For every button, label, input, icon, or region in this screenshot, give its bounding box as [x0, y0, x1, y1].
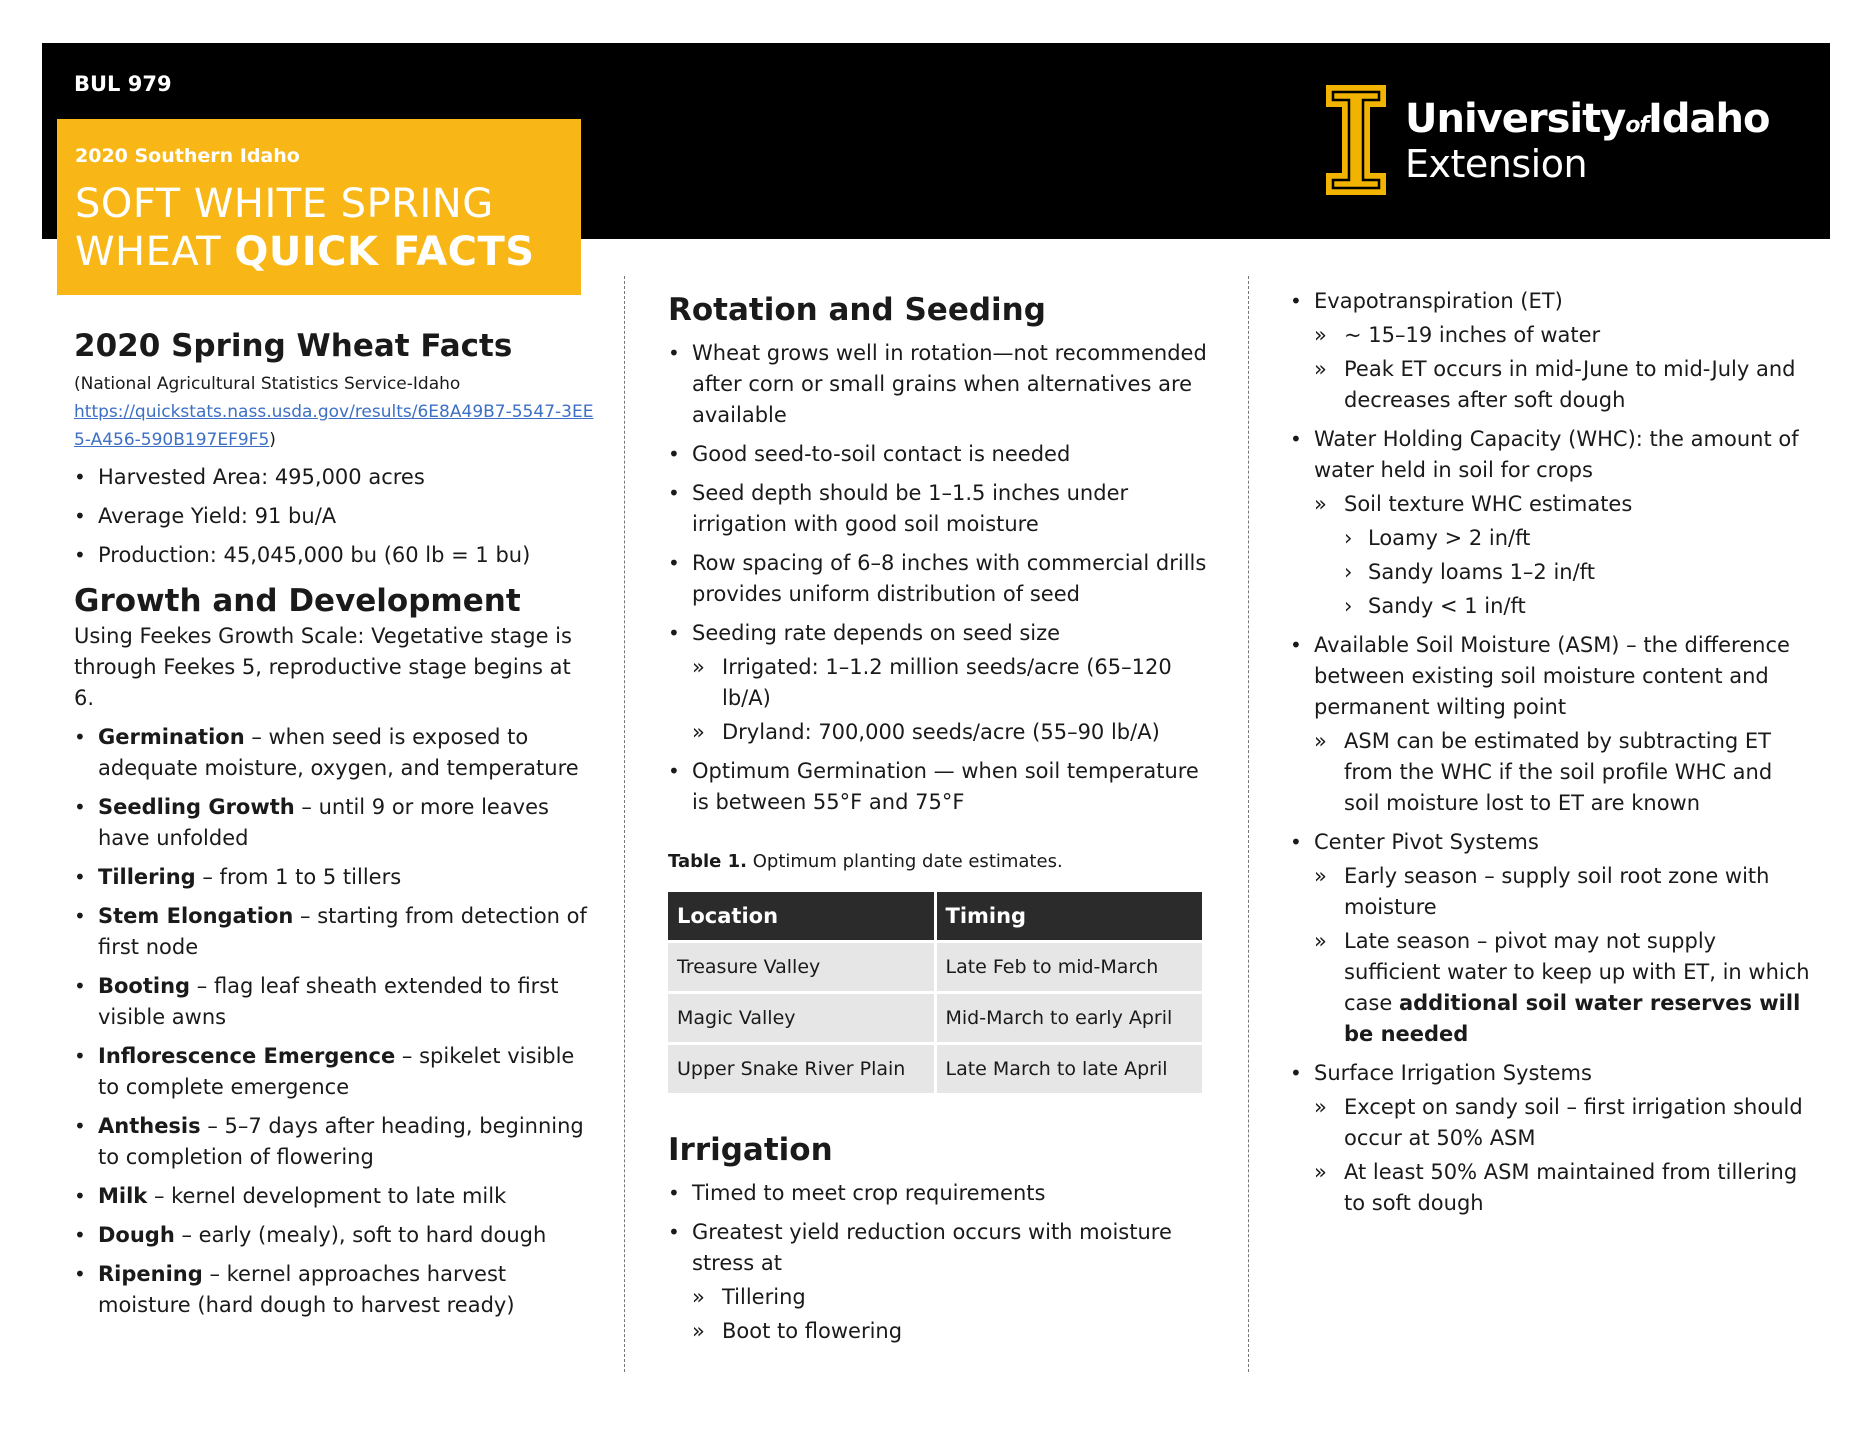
rotation-heading: Rotation and Seeding [668, 292, 1046, 328]
title-line-2 [75, 229, 535, 275]
growth-intro: Using Feekes Growth Scale: Vegetative stage is through Feekes 5, reproductive stage begins at 6. [74, 624, 572, 710]
table-caption: Table 1. Optimum planting date estimates. [668, 851, 1063, 872]
asm-sublist [1314, 726, 1810, 819]
whc-texture-item: › Sandy loams 1–2 in/ft [1344, 557, 1810, 588]
stage-item: • Ripening – kernel approaches harvest moisture (hard dough to harvest ready) [74, 1259, 594, 1321]
pivot-sub-item: » Early season – supply soil root zone with moisture [1314, 861, 1810, 923]
irrigation-heading: Irrigation [668, 1132, 833, 1168]
asm-sub-item: » ASM can be estimated by subtracting ET from the WHC if the soil profile WHC and soil moisture lost to ET are known [1314, 726, 1810, 819]
title-line-2-bold: QUICK FACTS [234, 229, 535, 275]
stage-item: • Seedling Growth – until 9 or more leaves have unfolded [74, 792, 594, 854]
column-divider-2 [1248, 276, 1249, 1372]
table-cell: Treasure Valley [668, 943, 934, 991]
nass-source-link[interactable]: https://quickstats.nass.usda.gov/results/6E8A49B7-5547-3EE5-A456-590B197EF9F5 [74, 402, 594, 450]
seeding-rate-sublist [692, 652, 1214, 748]
table-row [668, 1045, 1202, 1093]
stage-item: • Inflorescence Emergence – spikelet visible to complete emergence [74, 1041, 594, 1103]
table-cell: Upper Snake River Plain [668, 1045, 934, 1093]
surface-sub-item: » At least 50% ASM maintained from tillering to soft dough [1314, 1157, 1810, 1219]
et-sublist [1314, 320, 1810, 416]
university-of-idaho-logo[interactable] [1325, 84, 1785, 196]
whc-sub-item: » Soil texture WHC estimates › Loamy > 2 in/ft › Sandy loams 1–2 in/ft › Sandy < 1 in/ft [1314, 489, 1810, 622]
planting-date-table [665, 889, 1205, 1096]
table-row [668, 943, 1202, 991]
seeding-rate-item: » Irrigated: 1–1.2 million seeds/acre (65–120 lb/A) [692, 652, 1214, 714]
growth-stage-list [74, 722, 594, 1321]
irrigation-sub-item: » Tillering [692, 1282, 1214, 1313]
facts-heading: 2020 Spring Wheat Facts [74, 328, 513, 364]
stage-item: • Germination – when seed is exposed to adequate moisture, oxygen, and temperature [74, 722, 594, 784]
whc-item: • Water Holding Capacity (WHC): the amount of water held in soil for crops » Soil texture WHC estimates › Loamy > 2 in/ft › Sandy loams 1–2 in/ft › Sandy < 1 in/ft [1290, 424, 1810, 622]
rotation-list [668, 338, 1214, 818]
whc-texture-item: › Sandy < 1 in/ft [1344, 591, 1810, 622]
pivot-sub-item: » Late season – pivot may not supply sufficient water to keep up with ET, in which case additional soil water reserves will be needed [1314, 926, 1810, 1050]
fact-item: • Harvested Area: 495,000 acres [74, 462, 594, 493]
title-subtitle: 2020 Southern Idaho [75, 145, 300, 167]
table-header-location: Location [668, 892, 934, 940]
logo-university-name: UniversityofIdaho [1405, 96, 1770, 142]
et-sub-item: » ~ 15–19 inches of water [1314, 320, 1810, 351]
table-row [668, 994, 1202, 1042]
stage-item: • Tillering – from 1 to 5 tillers [74, 862, 594, 893]
table-header-row [668, 892, 1202, 940]
pivot-sublist [1314, 861, 1810, 1050]
column-2 [668, 290, 1214, 1347]
water-list [1290, 286, 1810, 1219]
table-cell: Magic Valley [668, 994, 934, 1042]
title-line-2-regular: WHEAT [75, 229, 235, 275]
column-divider-1 [624, 276, 625, 1372]
stage-item: • Anthesis – 5–7 days after heading, beginning to completion of flowering [74, 1111, 594, 1173]
stage-item: • Dough – early (mealy), soft to hard dough [74, 1220, 594, 1251]
stage-item: • Booting – flag leaf sheath extended to first visible awns [74, 971, 594, 1033]
nass-source: (National Agricultural Statistics Service-Idaho https://quickstats.nass.usda.gov/results/6E8A49B7-5547-3EE5-A456-590B197EF9F5) [74, 374, 594, 450]
surface-sublist [1314, 1092, 1810, 1219]
fact-item: • Average Yield: 91 bu/A [74, 501, 594, 532]
rotation-item: • Wheat grows well in rotation—not recommended after corn or small grains when alternatives are available [668, 338, 1214, 431]
rotation-item: • Row spacing of 6–8 inches with commercial drills provides uniform distribution of seed [668, 548, 1214, 610]
pivot-item: • Center Pivot Systems » Early season – supply soil root zone with moisture » Late season – pivot may not supply sufficient water to keep up with ET, in which case additional soil water reserves will be needed [1290, 827, 1810, 1050]
logo-extension: Extension [1405, 142, 1588, 186]
column-3 [1290, 286, 1810, 1219]
source-label: (National Agricultural Statistics Service-Idaho [74, 374, 461, 394]
irrigation-item: • Greatest yield reduction occurs with moisture stress at » Tillering » Boot to flowering [668, 1217, 1214, 1347]
whc-texture-list [1344, 523, 1810, 622]
et-item: • Evapotranspiration (ET) » ~ 15–19 inches of water » Peak ET occurs in mid-June to mid-July and decreases after soft dough [1290, 286, 1810, 416]
et-sub-item: » Peak ET occurs in mid-June to mid-July and decreases after soft dough [1314, 354, 1810, 416]
table-cell: Late Feb to mid-March [937, 943, 1203, 991]
rotation-item: • Seeding rate depends on seed size » Irrigated: 1–1.2 million seeds/acre (65–120 lb/A) » Dryland: 700,000 seeds/acre (55–90 lb/A) [668, 618, 1214, 748]
germination-item: • Optimum Germination — when soil temperature is between 55°F and 75°F [668, 756, 1214, 818]
table-cell: Late March to late April [937, 1045, 1203, 1093]
seeding-rate-item: » Dryland: 700,000 seeds/acre (55–90 lb/A) [692, 717, 1214, 748]
bulletin-number: BUL 979 [74, 72, 172, 96]
fact-item: • Production: 45,045,000 bu (60 lb = 1 bu) [74, 540, 594, 571]
rotation-item: • Seed depth should be 1–1.5 inches under irrigation with good soil moisture [668, 478, 1214, 540]
title-block [57, 119, 581, 295]
rotation-item: • Good seed-to-soil contact is needed [668, 439, 1214, 470]
irrigation-sub-item: » Boot to flowering [692, 1316, 1214, 1347]
whc-texture-item: › Loamy > 2 in/ft [1344, 523, 1810, 554]
irrigation-item: • Timed to meet crop requirements [668, 1178, 1214, 1209]
facts-list [74, 462, 594, 571]
title-line-1: SOFT WHITE SPRING [75, 181, 494, 227]
column-1 [74, 326, 594, 1321]
irrigation-sublist [692, 1282, 1214, 1347]
stage-item: • Stem Elongation – starting from detection of first node [74, 901, 594, 963]
asm-item: • Available Soil Moisture (ASM) – the difference between existing soil moisture content and permanent wilting point » ASM can be estimated by subtracting ET from the WHC if the soil profile WHC and soil moisture lost to ET are known [1290, 630, 1810, 819]
growth-heading: Growth and Development [74, 583, 521, 619]
whc-sublist [1314, 489, 1810, 622]
table-cell: Mid-March to early April [937, 994, 1203, 1042]
idaho-i-icon [1325, 84, 1387, 196]
irrigation-list [668, 1178, 1214, 1347]
table-header-timing: Timing [937, 892, 1203, 940]
surface-item: • Surface Irrigation Systems » Except on sandy soil – first irrigation should occur at 50% ASM » At least 50% ASM maintained from tillering to soft dough [1290, 1058, 1810, 1219]
surface-sub-item: » Except on sandy soil – first irrigation should occur at 50% ASM [1314, 1092, 1810, 1154]
stage-item: • Milk – kernel development to late milk [74, 1181, 594, 1212]
